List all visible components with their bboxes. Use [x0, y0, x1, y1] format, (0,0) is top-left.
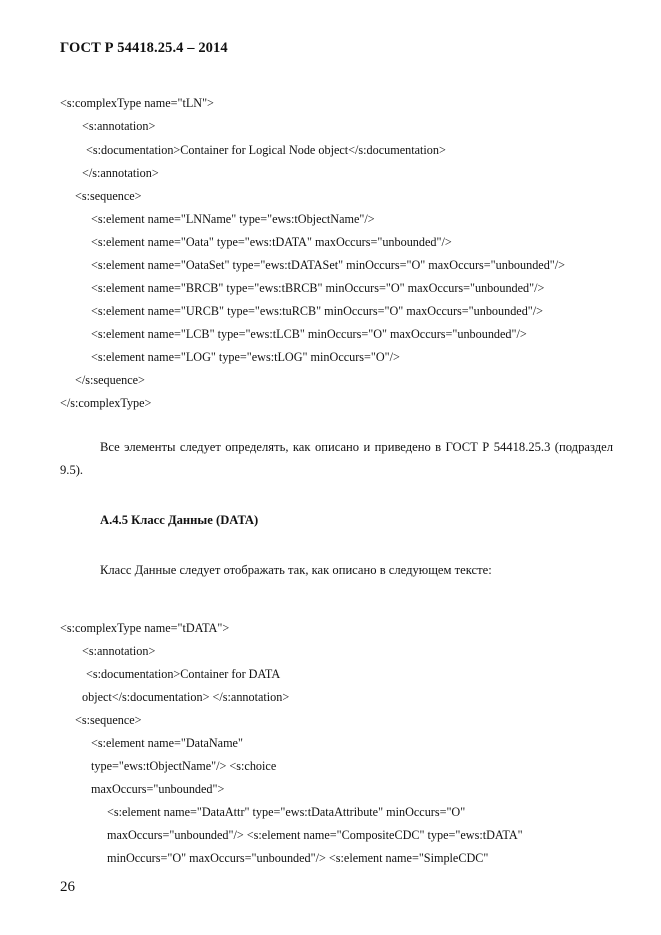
code-line: <s:complexType name="tLN"> [60, 96, 214, 110]
code-line: type="ews:tObjectName"/> <s:choice [91, 759, 277, 773]
document-header: ГОСТ Р 54418.25.4 – 2014 [60, 40, 228, 56]
body-paragraph: Все элементы следует определять, как описано и приведено в ГОСТ Р 54418.25.3 (подраздел 9.5). [60, 440, 613, 477]
code-line: minOccurs="O" maxOccurs="unbounded"/> <s:element name="SimpleCDC" [107, 851, 489, 865]
code-line: <s:documentation>Container for Logical Node object</s:documentation> [86, 143, 446, 157]
code-line: <s:annotation> [82, 644, 156, 658]
code-line: <s:documentation>Container for DATA [86, 667, 281, 681]
section-heading: А.4.5 Класс Данные (DATA) [100, 513, 259, 527]
code-line: <s:element name="DataName" [91, 736, 243, 750]
code-line: <s:element name="URCB" type="ews:tuRCB" minOccurs="O" maxOccurs="unbounded"/> [91, 304, 544, 318]
code-line: <s:element name="Oata" type="ews:tDATA" maxOccurs="unbounded"/> [91, 235, 452, 249]
code-line: </s:annotation> [82, 166, 159, 180]
code-line: <s:element name="LOG" type="ews:tLOG" minOccurs="O"/> [91, 350, 400, 364]
code-line: maxOccurs="unbounded"> [91, 782, 225, 796]
code-line: object</s:documentation> </s:annotation> [82, 690, 290, 704]
code-line: <s:annotation> [82, 119, 156, 133]
code-line: <s:element name="DataAttr" type="ews:tDataAttribute" minOccurs="O" [107, 805, 466, 819]
code-line: </s:sequence> [75, 373, 145, 387]
code-line: </s:complexType> [60, 396, 152, 410]
code-line: <s:sequence> [75, 713, 142, 727]
code-line: <s:complexType name="tDATA"> [60, 621, 230, 635]
code-line: <s:element name="OataSet" type="ews:tDATASet" minOccurs="O" maxOccurs="unbounded"/> [91, 258, 566, 272]
body-paragraph: Класс Данные следует отображать так, как описано в следующем тексте: [100, 563, 492, 577]
code-line: <s:element name="LNName" type="ews:tObjectName"/> [91, 212, 375, 226]
code-line: <s:element name="LCB" type="ews:tLCB" minOccurs="O" maxOccurs="unbounded"/> [91, 327, 527, 341]
code-line: <s:element name="BRCB" type="ews:tBRCB" minOccurs="O" maxOccurs="unbounded"/> [91, 281, 545, 295]
page-number: 26 [60, 879, 75, 895]
code-line: maxOccurs="unbounded"/> <s:element name="CompositeCDC" type="ews:tDATA" [107, 828, 523, 842]
code-line: <s:sequence> [75, 189, 142, 203]
